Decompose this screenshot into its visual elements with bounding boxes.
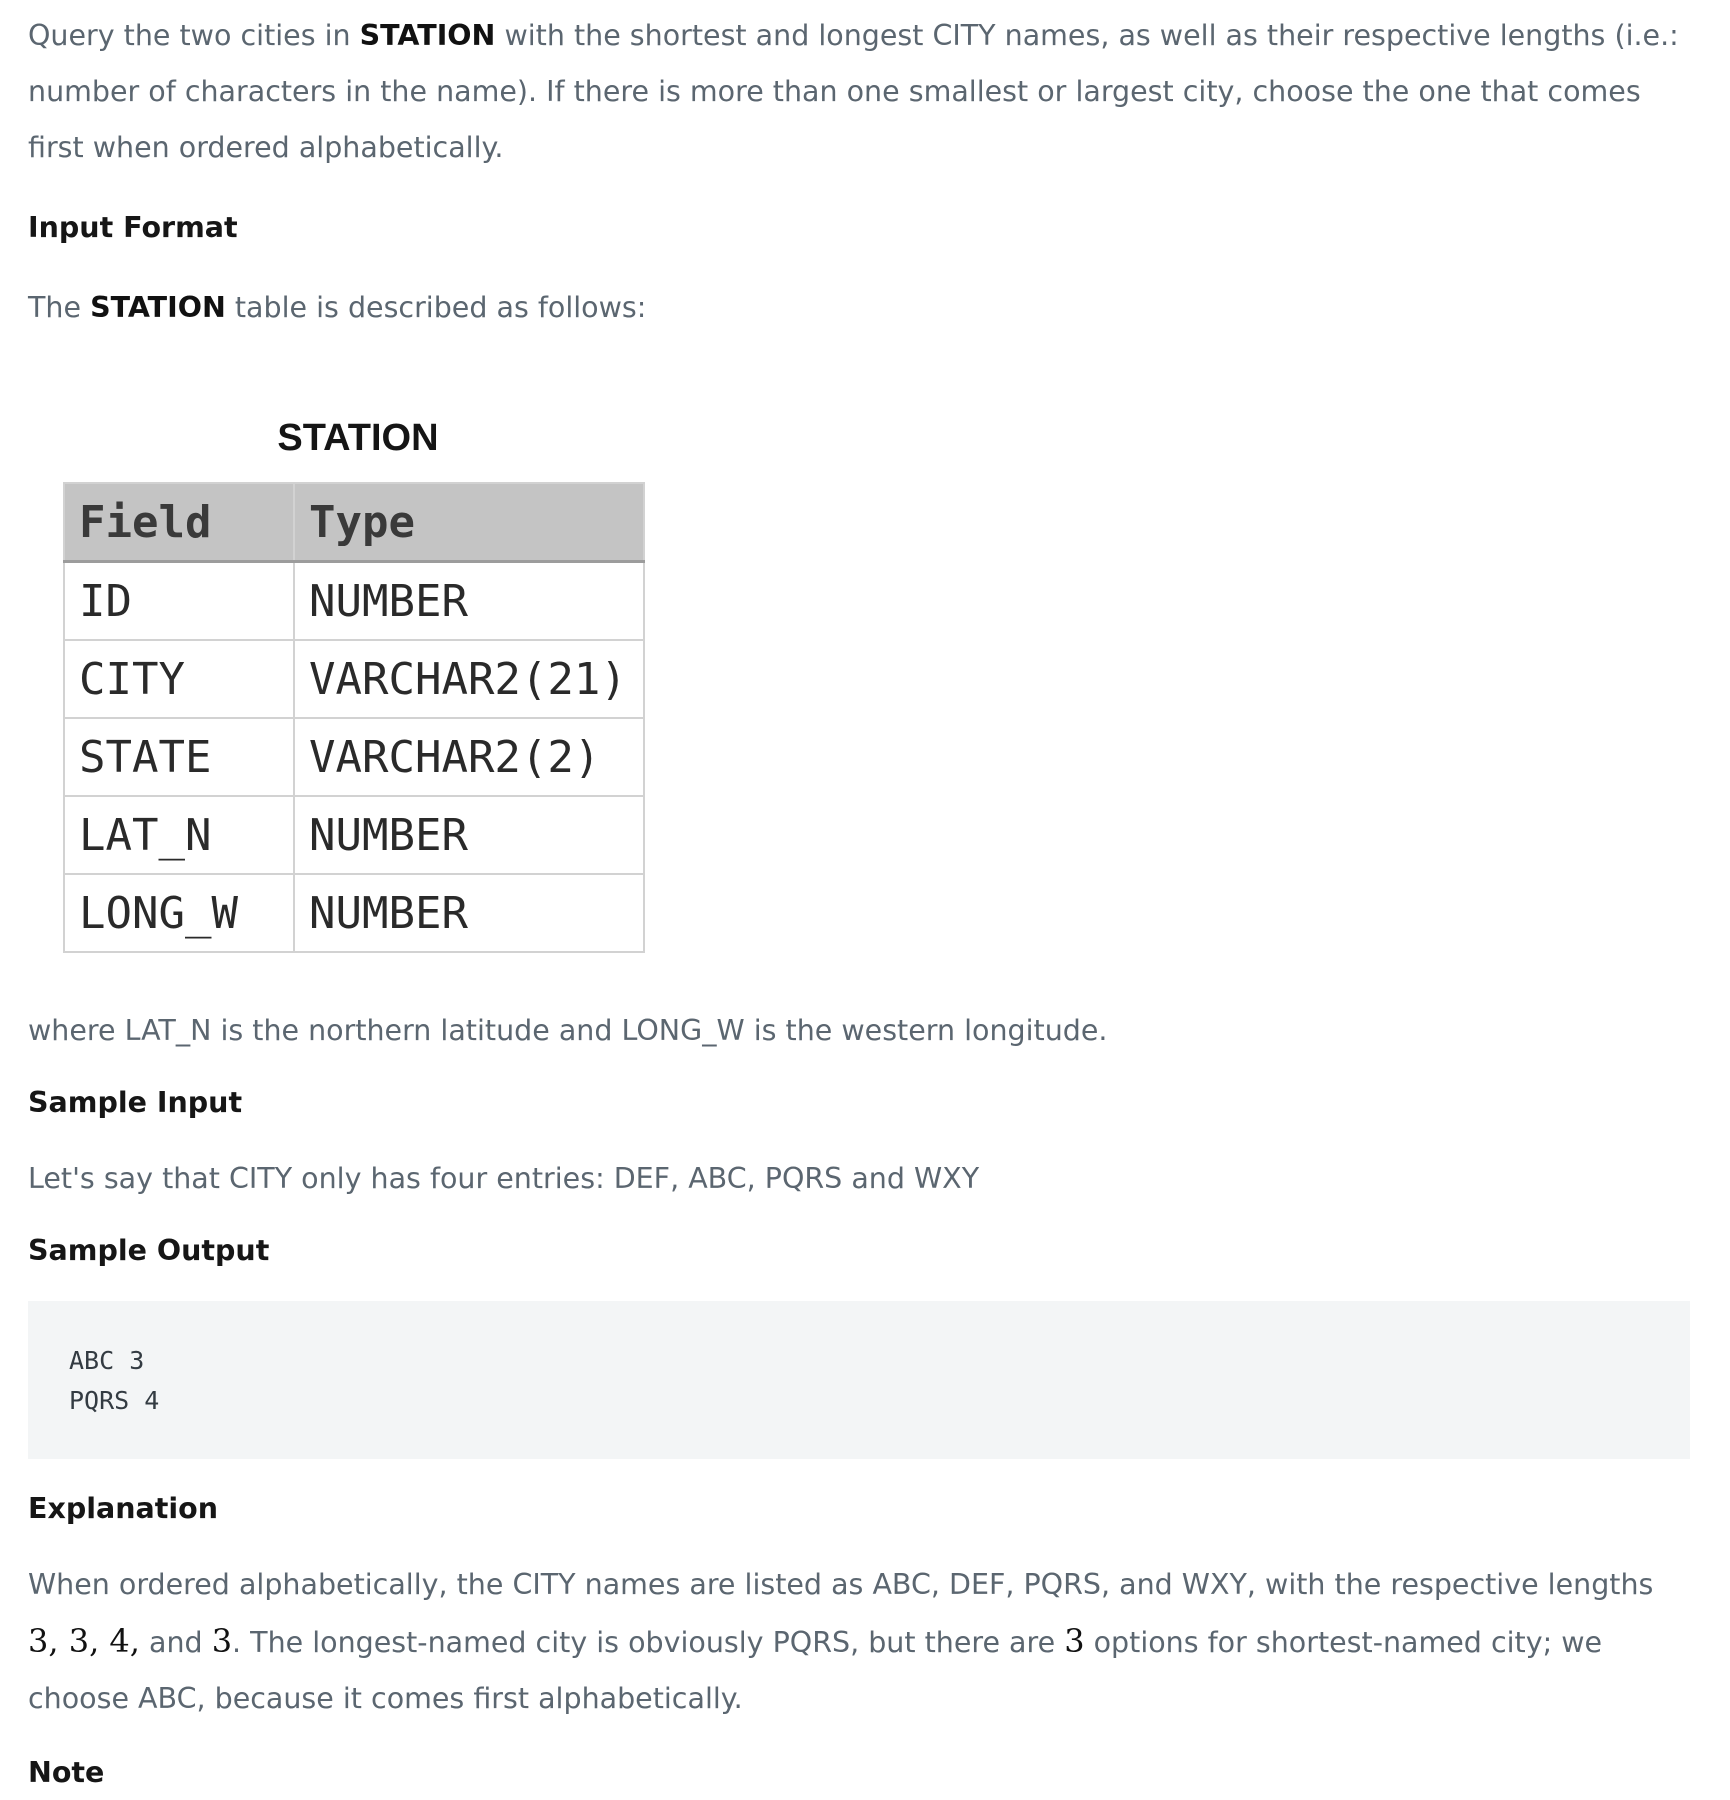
code-line: ABC 3 — [69, 1346, 145, 1375]
sample-output-code — [28, 1301, 1690, 1459]
math-lengths: 3, 3, 4, — [28, 1622, 140, 1660]
math-options-count: 3 — [1064, 1622, 1085, 1660]
sample-input-text: Let's say that CITY only has four entries: DEF, ABC, PQRS and WXY — [28, 1162, 980, 1195]
input-format-heading: Input Format — [28, 211, 238, 244]
explanation-part4: options for shortest-named city; we choose ABC, because it comes first alphabetically. — [28, 1626, 1603, 1715]
intro-paragraph — [28, 8, 1692, 176]
type-cell: VARCHAR2(2) — [294, 718, 644, 796]
table-header-row — [64, 483, 644, 562]
station-desc-table: STATION — [90, 291, 226, 324]
explanation-part2: and — [139, 1626, 212, 1659]
table-row — [64, 874, 644, 952]
table-row — [64, 796, 644, 874]
explanation-paragraph — [28, 1557, 1692, 1727]
explanation-part3: . The longest-named city is obviously PQRS, but there are — [232, 1626, 1065, 1659]
station-schema-table — [63, 482, 645, 953]
where-paragraph: where LAT_N is the northern latitude and LONG_W is the western longitude. — [28, 1014, 1108, 1047]
station-description — [28, 280, 1692, 336]
intro-table-name: STATION — [359, 19, 496, 52]
explanation-heading: Explanation — [28, 1492, 219, 1525]
sample-input-heading: Sample Input — [28, 1086, 243, 1119]
type-cell: VARCHAR2(21) — [294, 640, 644, 718]
station-table-figure — [63, 416, 663, 953]
table-row — [64, 562, 644, 641]
header-field: Field — [64, 483, 294, 562]
code-line: PQRS 4 — [69, 1386, 160, 1415]
type-cell: NUMBER — [294, 874, 644, 952]
field-cell: LAT_N — [64, 796, 294, 874]
table-row — [64, 640, 644, 718]
type-cell: NUMBER — [294, 796, 644, 874]
math-length-wxy: 3 — [211, 1622, 233, 1660]
station-desc-suffix: table is described as follows: — [225, 291, 647, 324]
sample-output-heading: Sample Output — [28, 1234, 270, 1267]
note-heading: Note — [28, 1756, 105, 1789]
problem-statement — [28, 8, 1692, 1793]
explanation-part1: When ordered alphabetically, the CITY names are listed as ABC, DEF, PQRS, and WXY, with the respective lengths — [28, 1568, 1654, 1601]
field-cell: ID — [64, 562, 294, 641]
field-cell: LONG_W — [64, 874, 294, 952]
intro-prefix: Query the two cities in — [28, 19, 360, 52]
station-desc-prefix: The — [28, 291, 91, 324]
intro-suffix: with the shortest and longest CITY names, as well as their respective lengths (i.e.: number of characters in the name). If there is more than one smallest or largest city, choose the one that comes first when ordered alphabetically. — [28, 19, 1679, 164]
table-caption: STATION — [277, 417, 439, 459]
table-row — [64, 718, 644, 796]
type-cell: NUMBER — [294, 562, 644, 641]
field-cell: CITY — [64, 640, 294, 718]
header-type: Type — [294, 483, 644, 562]
field-cell: STATE — [64, 718, 294, 796]
